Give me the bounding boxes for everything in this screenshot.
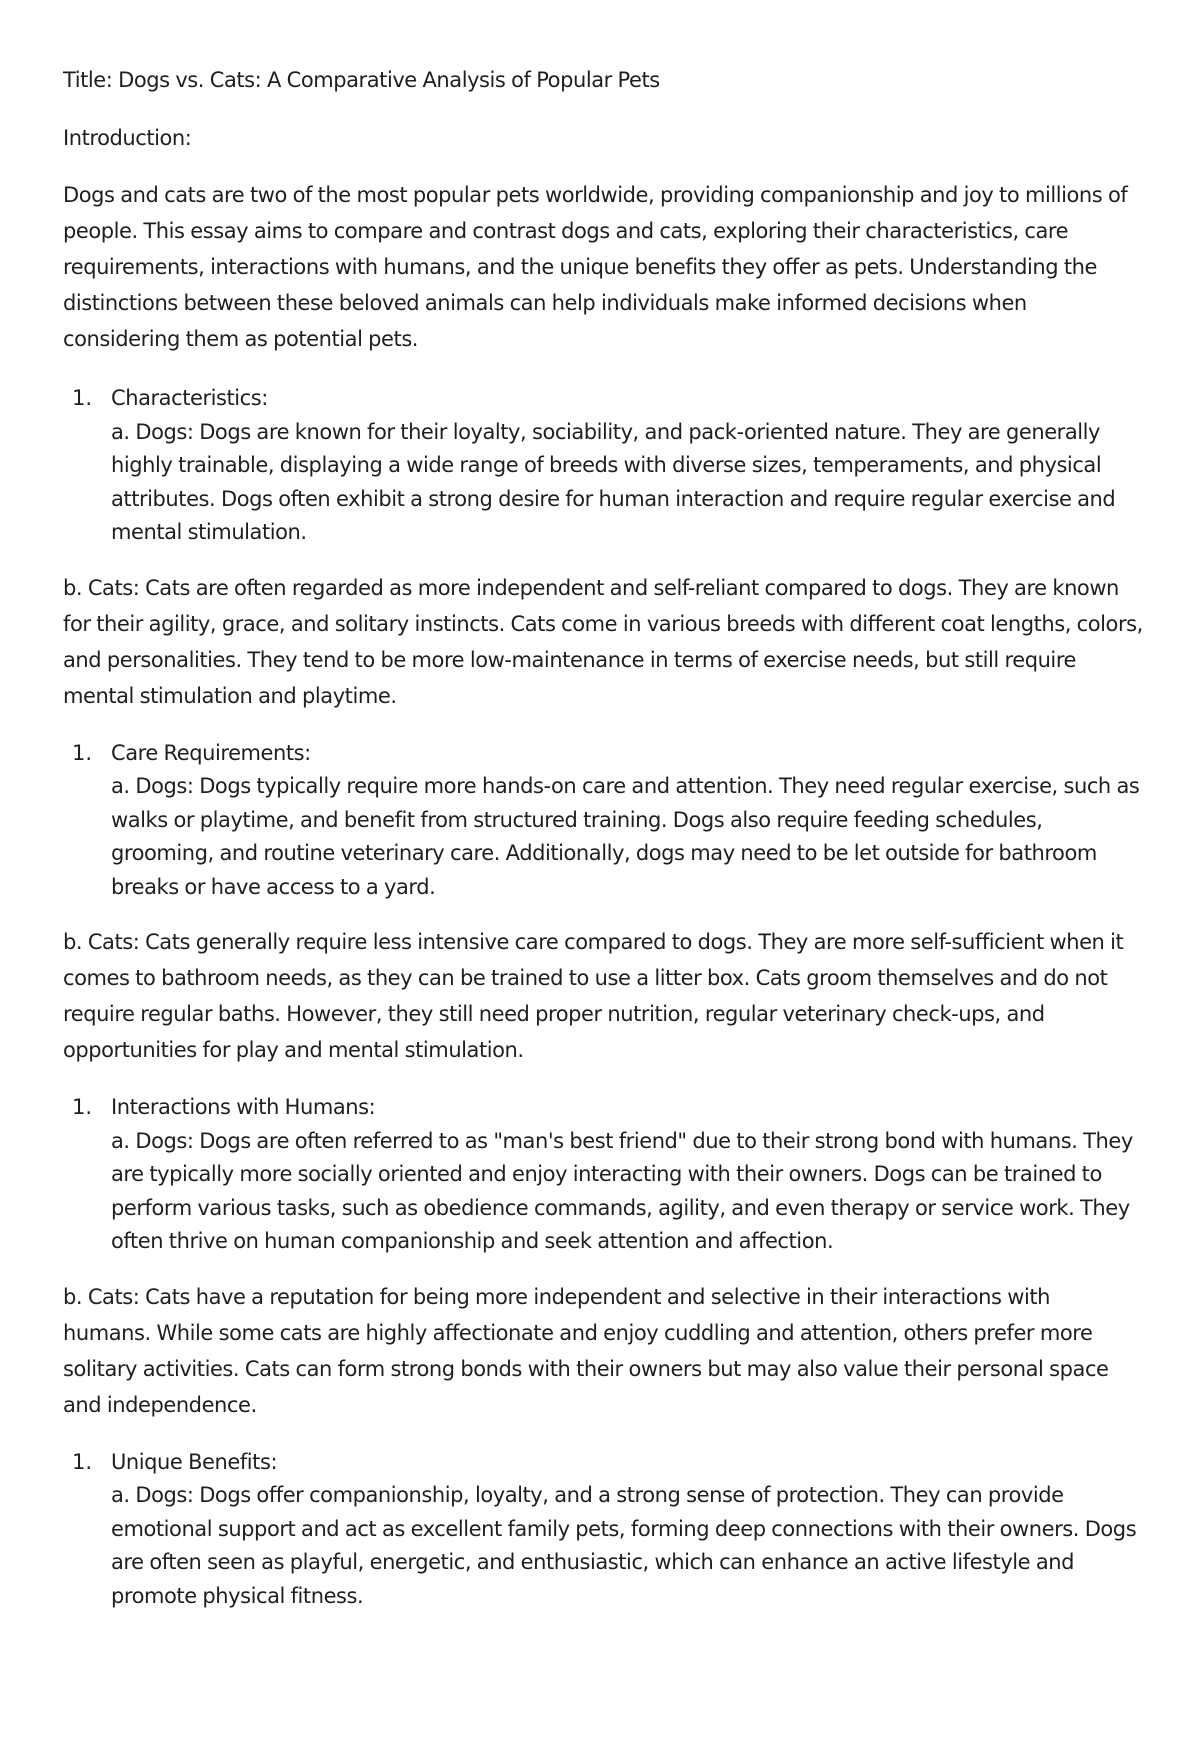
dogs-paragraph: a. Dogs: Dogs offer companionship, loyalty, and a strong sense of protection. They can provide emotional support and act as excellent family pets, forming deep connections with their owners. Dogs are often seen as playful, energetic, and enthusiastic, which can enhance an active lifestyle and promote physical fitness. (111, 1483, 1137, 1608)
list-number: 1. (72, 740, 93, 765)
cats-paragraph: b. Cats: Cats have a reputation for being more independent and selective in their interactions with humans. While some cats are highly affectionate and enjoy cuddling and attention, others prefer more solitary activities. Cats can form strong bonds with their owners but may also value their personal space and independence. (63, 1284, 1109, 1417)
section-heading: Care Requirements: (111, 740, 311, 765)
list-number: 1. (72, 1449, 93, 1474)
dogs-paragraph: a. Dogs: Dogs are often referred to as "man's best friend" due to their strong bond with humans. They are typically more socially oriented and enjoy interacting with their owners. Dogs can be trained to perform various tasks, such as obedience commands, agility, and even therapy or service work. They often thrive on human companionship and seek attention and affection. (111, 1128, 1133, 1253)
list-item-unique-benefits (63, 1446, 1143, 1614)
list-item-care-requirements (63, 737, 1143, 905)
cats-paragraph: b. Cats: Cats generally require less intensive care compared to dogs. They are more self-sufficient when it comes to bathroom needs, as they can be trained to use a litter box. Cats groom themselves and do not require regular baths. However, they still need proper nutrition, regular veterinary check-ups, and opportunities for play and mental stimulation. (63, 930, 1124, 1062)
document-page (63, 62, 1143, 1633)
section-heading: Unique Benefits: (111, 1449, 278, 1474)
section-heading: Interactions with Humans: (111, 1095, 376, 1119)
list-number: 1. (72, 1095, 93, 1119)
list-item-characteristics (63, 382, 1143, 550)
list-number: 1. (72, 386, 93, 410)
cats-paragraph: b. Cats: Cats are often regarded as more independent and self-reliant compared to dogs. They are known for their agility, grace, and solitary instincts. Cats come in various breeds with different coat lengths, colors, and personalities. They tend to be more low-maintenance in terms of exercise needs, but still require mental stimulation and playtime. (63, 575, 1143, 708)
document-title: Title: Dogs vs. Cats: A Comparative Analysis of Popular Pets (63, 68, 660, 92)
intro-paragraph: Dogs and cats are two of the most popular pets worldwide, providing companionship and joy to millions of people. This essay aims to compare and contrast dogs and cats, exploring their characteristics, care requirements, interactions with humans, and the unique benefits they offer as pets. Understanding the distinctions between these beloved animals can help individuals make informed decisions when considering them as potential pets. (63, 183, 1128, 351)
list-item-interactions (63, 1091, 1143, 1259)
section-heading: Characteristics: (111, 386, 268, 410)
dogs-paragraph: a. Dogs: Dogs typically require more hands-on care and attention. They need regular exercise, such as walks or playtime, and benefit from structured training. Dogs also require feeding schedules, grooming, and routine veterinary care. Additionally, dogs may need to be let outside for bathroom breaks or have access to a yard. (111, 774, 1140, 899)
dogs-paragraph: a. Dogs: Dogs are known for their loyalty, sociability, and pack-oriented nature. They are generally highly trainable, displaying a wide range of breeds with diverse sizes, temperaments, and physical attributes. Dogs often exhibit a strong desire for human interaction and require regular exercise and mental stimulation. (111, 419, 1116, 544)
intro-label: Introduction: (63, 126, 192, 150)
